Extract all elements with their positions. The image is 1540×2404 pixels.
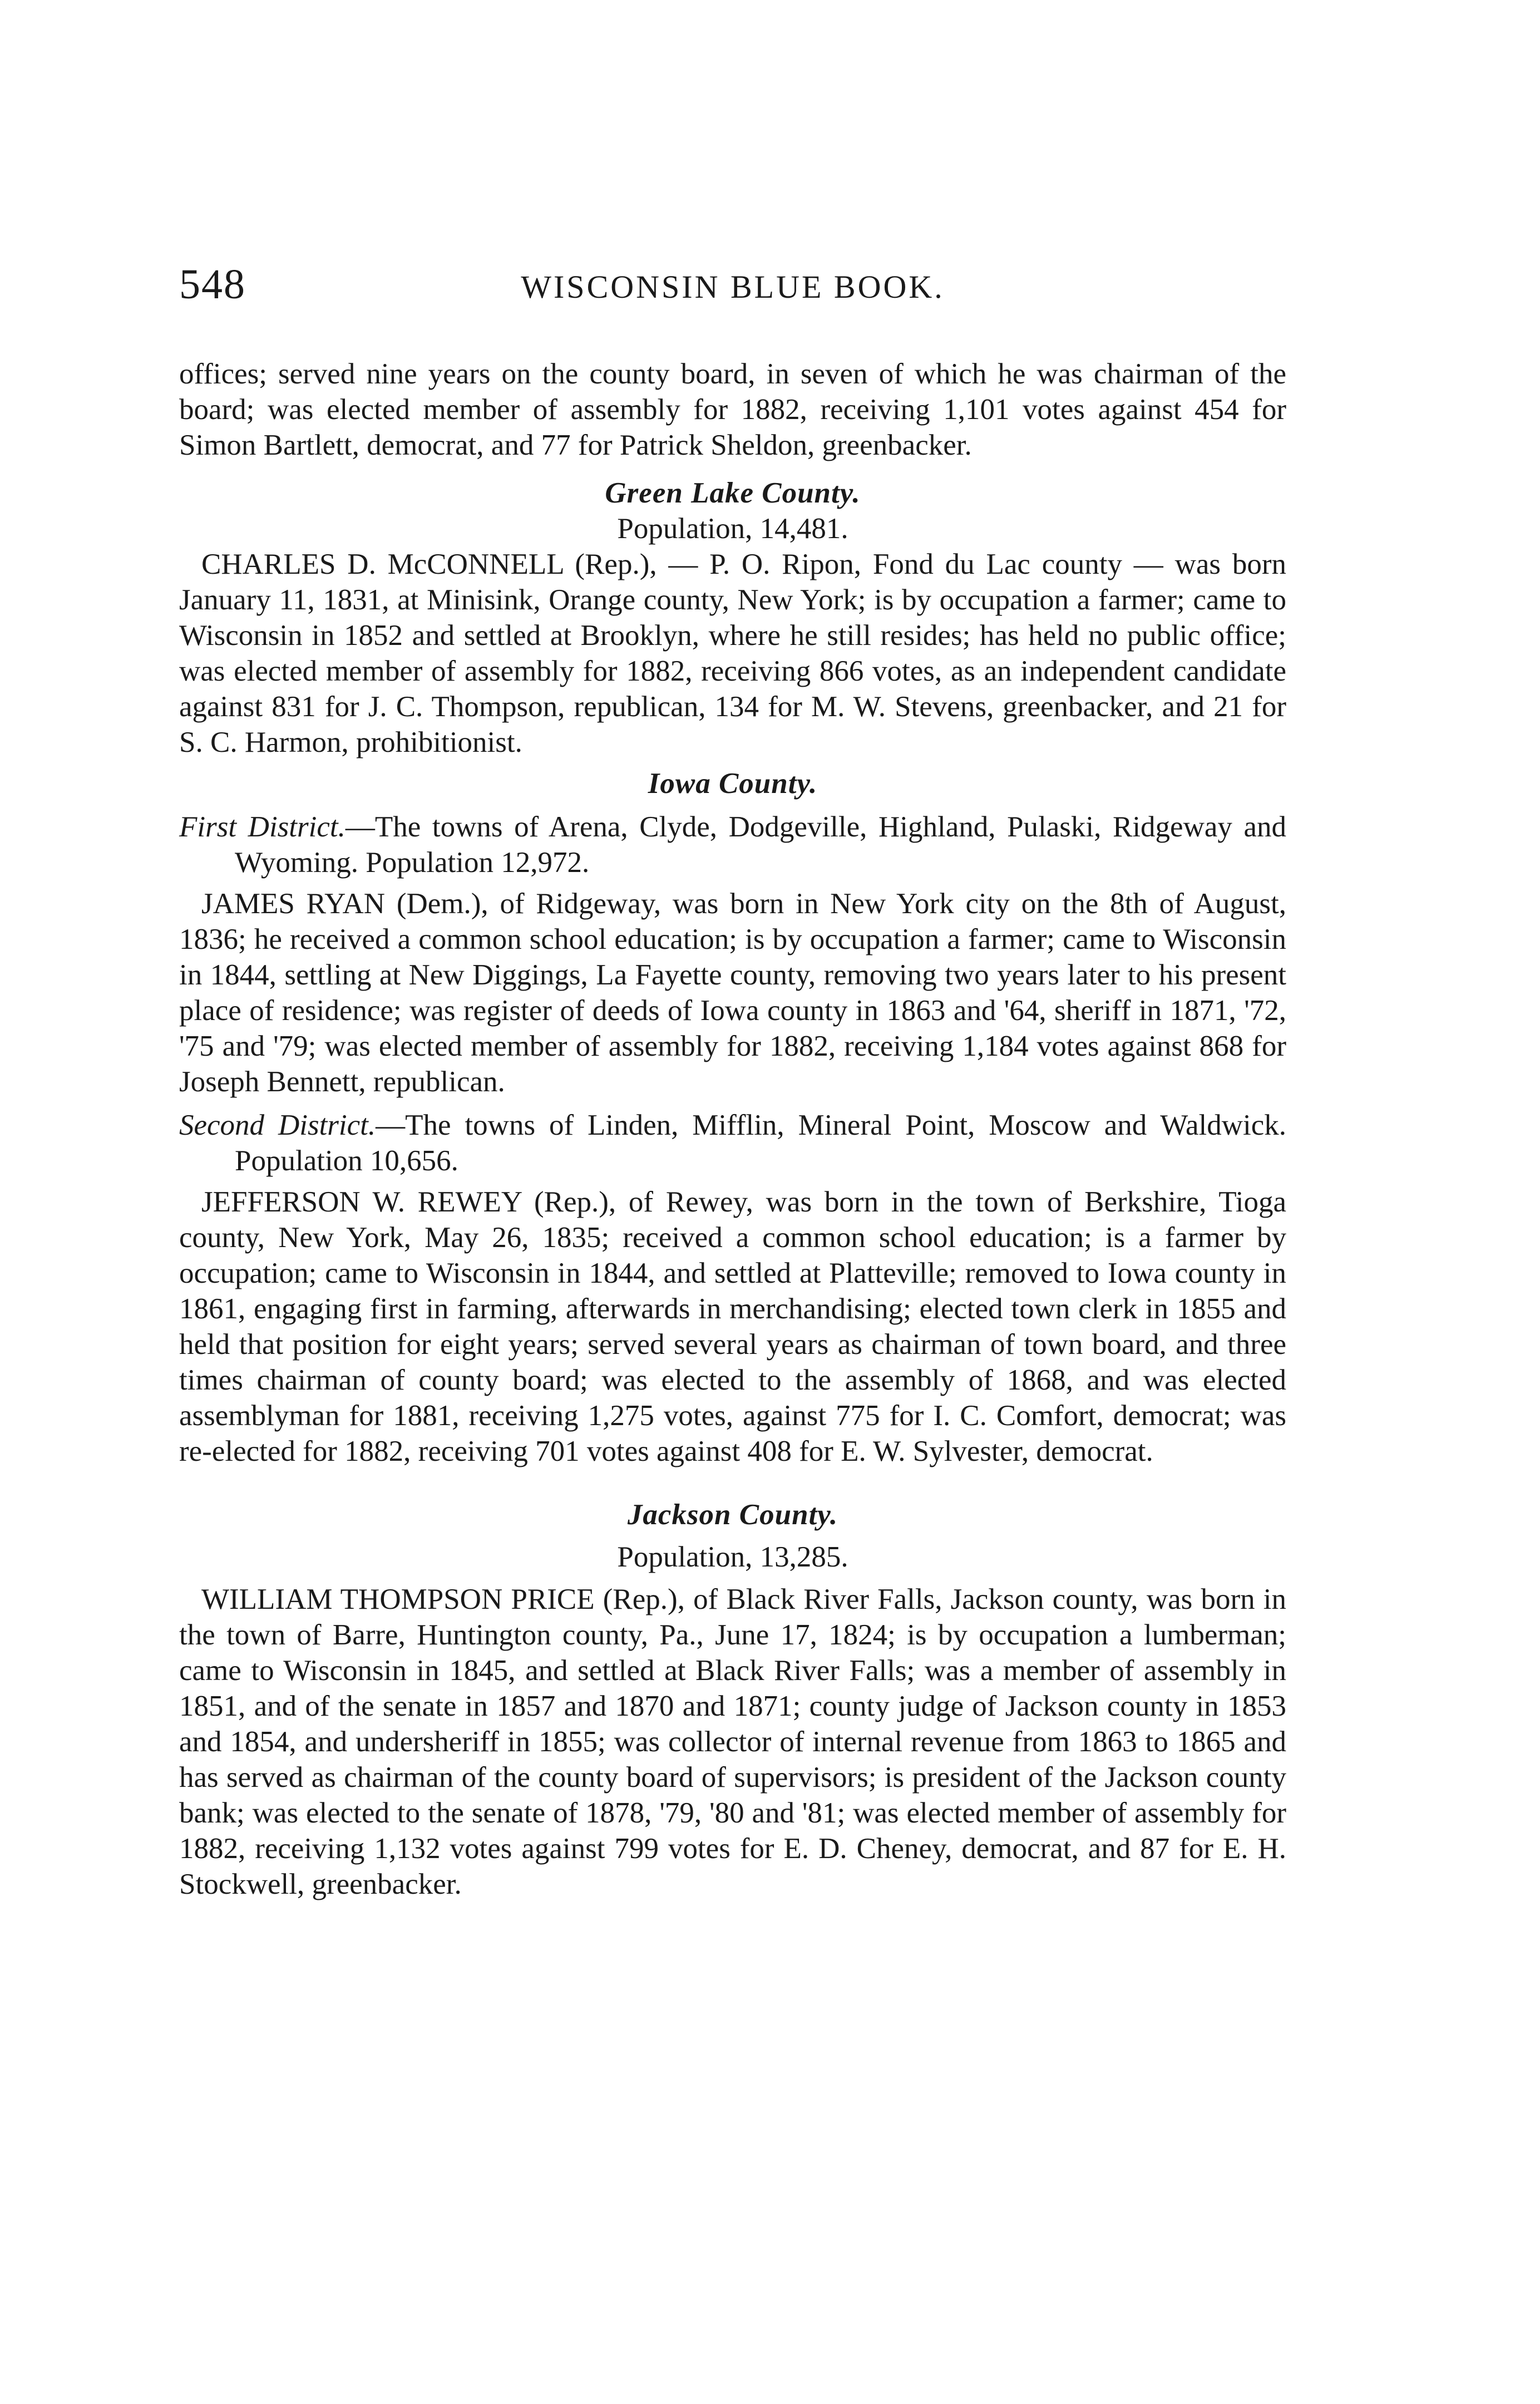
price-biography: WILLIAM THOMPSON PRICE (Rep.), of Black River Falls, Jackson county, was born in the town of Barre, Huntington county, Pa., June 17, 1824; is by occupation a lumberman; came to Wisconsin in 1845, and settled at Black River Falls; was a member of assembly in 1851, and of the senate in 1857 and 1870 and 1871; county judge of Jackson county in 1853 and 1854, and undersheriff in 1855; was collector of internal revenue from 1863 to 1865 and has served as chairman of the county board of supervisors; is president of the Jackson county bank; was elected to the senate of 1878, '79, '80 and '81; was elected member of assembly for 1882, receiving 1,132 votes against 799 votes for E. D. Cheney, democrat, and 87 for E. H. Stockwell, greenbacker. <box>179 1583 1286 1900</box>
jackson-population: Population, 13,285. <box>617 1541 848 1573</box>
iowa-county-heading: Iowa County. <box>648 767 818 800</box>
second-district-description: —The towns of Linden, Mifflin, Mineral Point, Moscow and Waldwick. Population 10,656. <box>235 1109 1287 1177</box>
page-body <box>179 356 1286 1902</box>
iowa-first-district <box>179 809 1286 880</box>
page-header <box>179 260 1286 327</box>
first-district-label: First District. <box>179 811 345 843</box>
running-title: WISCONSIN BLUE BOOK. <box>521 269 945 305</box>
iowa-second-district <box>179 1107 1286 1179</box>
ryan-biography: JAMES RYAN (Dem.), of Ridgeway, was born in New York city on the 8th of August, 1836; he received a common school education; is by occupation a farmer; came to Wisconsin in 1844, settling at New Diggings, La Fayette county, removing two years later to his present place of residence; was register of deeds of Iowa county in 1863 and '64, sheriff in 1871, '72, '75 and '79; was elected member of assembly for 1882, receiving 1,184 votes against 868 for Joseph Bennett, republican. <box>179 888 1286 1098</box>
green-lake-population: Population, 14,481. <box>617 513 848 545</box>
page-number: 548 <box>179 261 246 308</box>
intro-paragraph: offices; served nine years on the county board, in seven of which he was chairman of the board; was elected member of assembly for 1882, receiving 1,101 votes against 454 for Simon Bartlett, democrat, and 77 for Patrick Sheldon, greenbacker. <box>179 358 1286 461</box>
jackson-county-heading: Jackson County. <box>627 1499 838 1531</box>
first-district-description: —The towns of Arena, Clyde, Dodgeville, Highland, Pulaski, Ridgeway and Wyoming. Population 12,972. <box>235 811 1286 879</box>
second-district-label: Second District. <box>179 1109 376 1141</box>
rewey-biography: JEFFERSON W. REWEY (Rep.), of Rewey, was born in the town of Berkshire, Tioga county, New York, May 26, 1835; received a common school education; is a farmer by occupation; came to Wisconsin in 1844, and settled at Platteville; removed to Iowa county in 1861, engaging first in farming, afterwards in merchandising; elected town clerk in 1855 and held that position for eight years; served several years as chairman of town board, and three times chairman of county board; was elected to the assembly of 1868, and was elected assemblyman for 1881, receiving 1,275 votes, against 775 for I. C. Comfort, democrat; was re-elected for 1882, receiving 701 votes against 408 for E. W. Sylvester, democrat. <box>179 1186 1286 1467</box>
green-lake-county-heading: Green Lake County. <box>605 477 861 509</box>
mcconnell-biography: CHARLES D. McCONNELL (Rep.), — P. O. Ripon, Fond du Lac county — was born January 11, 1831, at Minisink, Orange county, New York; is by occupation a farmer; came to Wisconsin in 1852 and settled at Brooklyn, where he still resides; has held no public office; was elected member of assembly for 1882, receiving 866 votes, as an independent candidate against 831 for J. C. Thompson, republican, 134 for M. W. Stevens, greenbacker, and 21 for S. C. Harmon, prohibitionist. <box>179 548 1286 758</box>
